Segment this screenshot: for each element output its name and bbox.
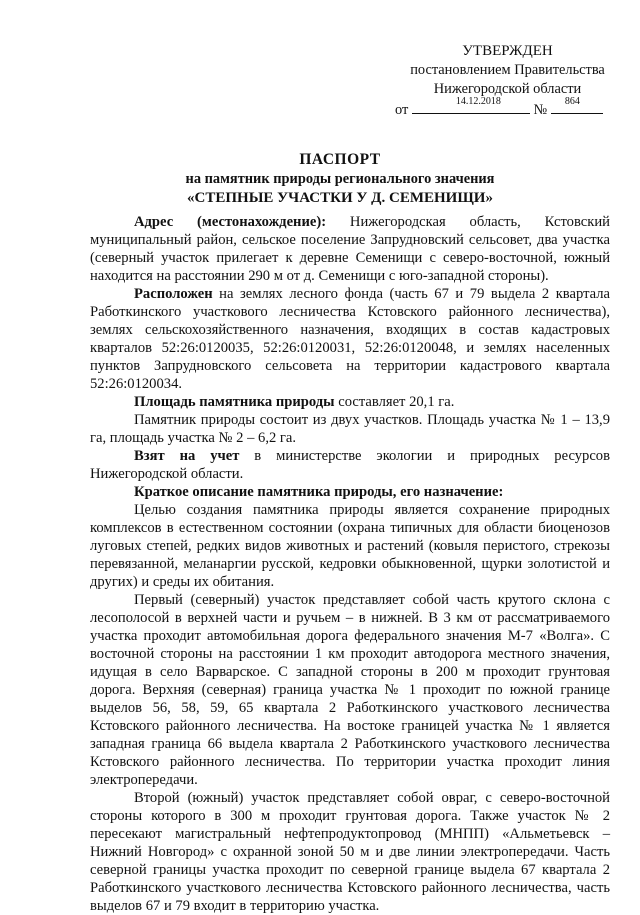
address-label: Адрес (местонахождение): — [134, 214, 327, 230]
title-subtitle: на памятник природы регионального значения — [185, 171, 495, 187]
registered-label: Взят на учет — [134, 448, 240, 464]
location-text: на землях лесного фонда (часть 67 и 79 выдела 2 квартала Работкинского участкового лесничества Кстовского районного лесничества), землях сельскохозяйственного назначения, входящих в состав кадастровых кварталов 52:26:0120035, 52:26:0120031, 52:26:0120048, и землях населенных пунктов Запрудновского сельсовета на территории кадастрового квартала 52:26:0120034. — [90, 286, 610, 392]
purpose-paragraph: Целью создания памятника природы является сохранение природных комплексов в естественном состоянии (охрана типичных для области биоценозов луговых степей, редких видов животных и растений (ковыля перистого, стрекозы перевязанной, меланаргии русской, кедровки обыкновенной, щурки золотистой и других) и среды их обитания. — [90, 502, 610, 590]
number-field — [551, 96, 603, 114]
title-passport: ПАСПОРТ — [299, 151, 381, 168]
area-label: Площадь памятника природы — [134, 394, 335, 410]
description-heading — [90, 483, 610, 501]
registered-text: в министерстве экологии и природных ресурсов Нижегородской области. — [90, 448, 610, 482]
location-label: Расположен — [134, 286, 213, 302]
from-label: от — [395, 102, 409, 118]
title-monument-name: «СТЕПНЫЕ УЧАСТКИ У Д. СЕМЕНИЩИ» — [187, 190, 493, 206]
number-label: № — [533, 102, 548, 118]
approval-date-number-line — [395, 96, 620, 120]
south-site-paragraph: Второй (южный) участок представляет собой овраг, с северо-восточной стороны которого в 300 м проходит грунтовая дорога. Также участок № 2 пересекают магистральный нефтепродуктопровод (МНПП) «Альметьевск – Нижний Новгород» с охранной зоной 50 м и две линии электропередачи. Часть северной границы участка проходит по северной границе выдела 67 квартала 2 Работкинского участкового лесничества Кстовского районного лесничества, часть выделов 67 и 79 входит в территорию участка. — [90, 790, 610, 914]
approval-authority: постановлением Правительства — [410, 62, 605, 78]
approval-number: 864 — [564, 96, 580, 107]
parts-paragraph: Памятник природы состоит из двух участков. Площадь участка № 1 – 13,9 га, площадь участка № 2 – 6,2 га. — [90, 412, 610, 446]
approval-stamp — [395, 42, 620, 120]
approval-region: Нижегородской области — [433, 81, 582, 97]
area-paragraph — [90, 393, 610, 411]
area-text: составляет 20,1 га. — [334, 394, 455, 410]
document-title — [90, 150, 590, 208]
address-paragraph — [90, 213, 610, 285]
address-text: Нижегородская область, Кстовский муниципальный район, сельское поселение Запрудновский сельсовет, два участка (северный участок прилегает к деревне Семенищи с северо-восточной, южный находится на расстоянии 290 м от д. Семенищи с юго-западной стороны). — [90, 214, 610, 284]
registered-paragraph — [90, 447, 610, 483]
date-field — [412, 96, 530, 114]
document-body — [90, 213, 610, 915]
description-label: Краткое описание памятника природы, его назначение: — [134, 484, 504, 500]
north-site-paragraph: Первый (северный) участок представляет собой часть крутого склона с лесополосой в верхней части и ручьем – в нижней. В 3 км от рассматриваемого участка проходит автомобильная дорога федерального значения М-7 «Волга». С восточной стороны на расстоянии 1 км проходит автодорога местного значения, идущая в село Варварское. С западной стороны в 200 м проходит грунтовая дорога. Верхняя (северная) граница участка № 1 проходит по южной границе выделов 56, 58, 59, 65 квартала 2 Работкинского участкового лесничества Кстовского районного лесничества. На востоке границей участка № 1 является западная граница 66 выдела квартала 2 Работкинского участкового лесничества Кстовского районного лесничества. По территории участка проходит линия электропередачи. — [90, 592, 610, 788]
approval-heading: УТВЕРЖДЕН — [462, 43, 553, 59]
approval-date: 14.12.2018 — [455, 96, 501, 107]
location-paragraph — [90, 285, 610, 393]
